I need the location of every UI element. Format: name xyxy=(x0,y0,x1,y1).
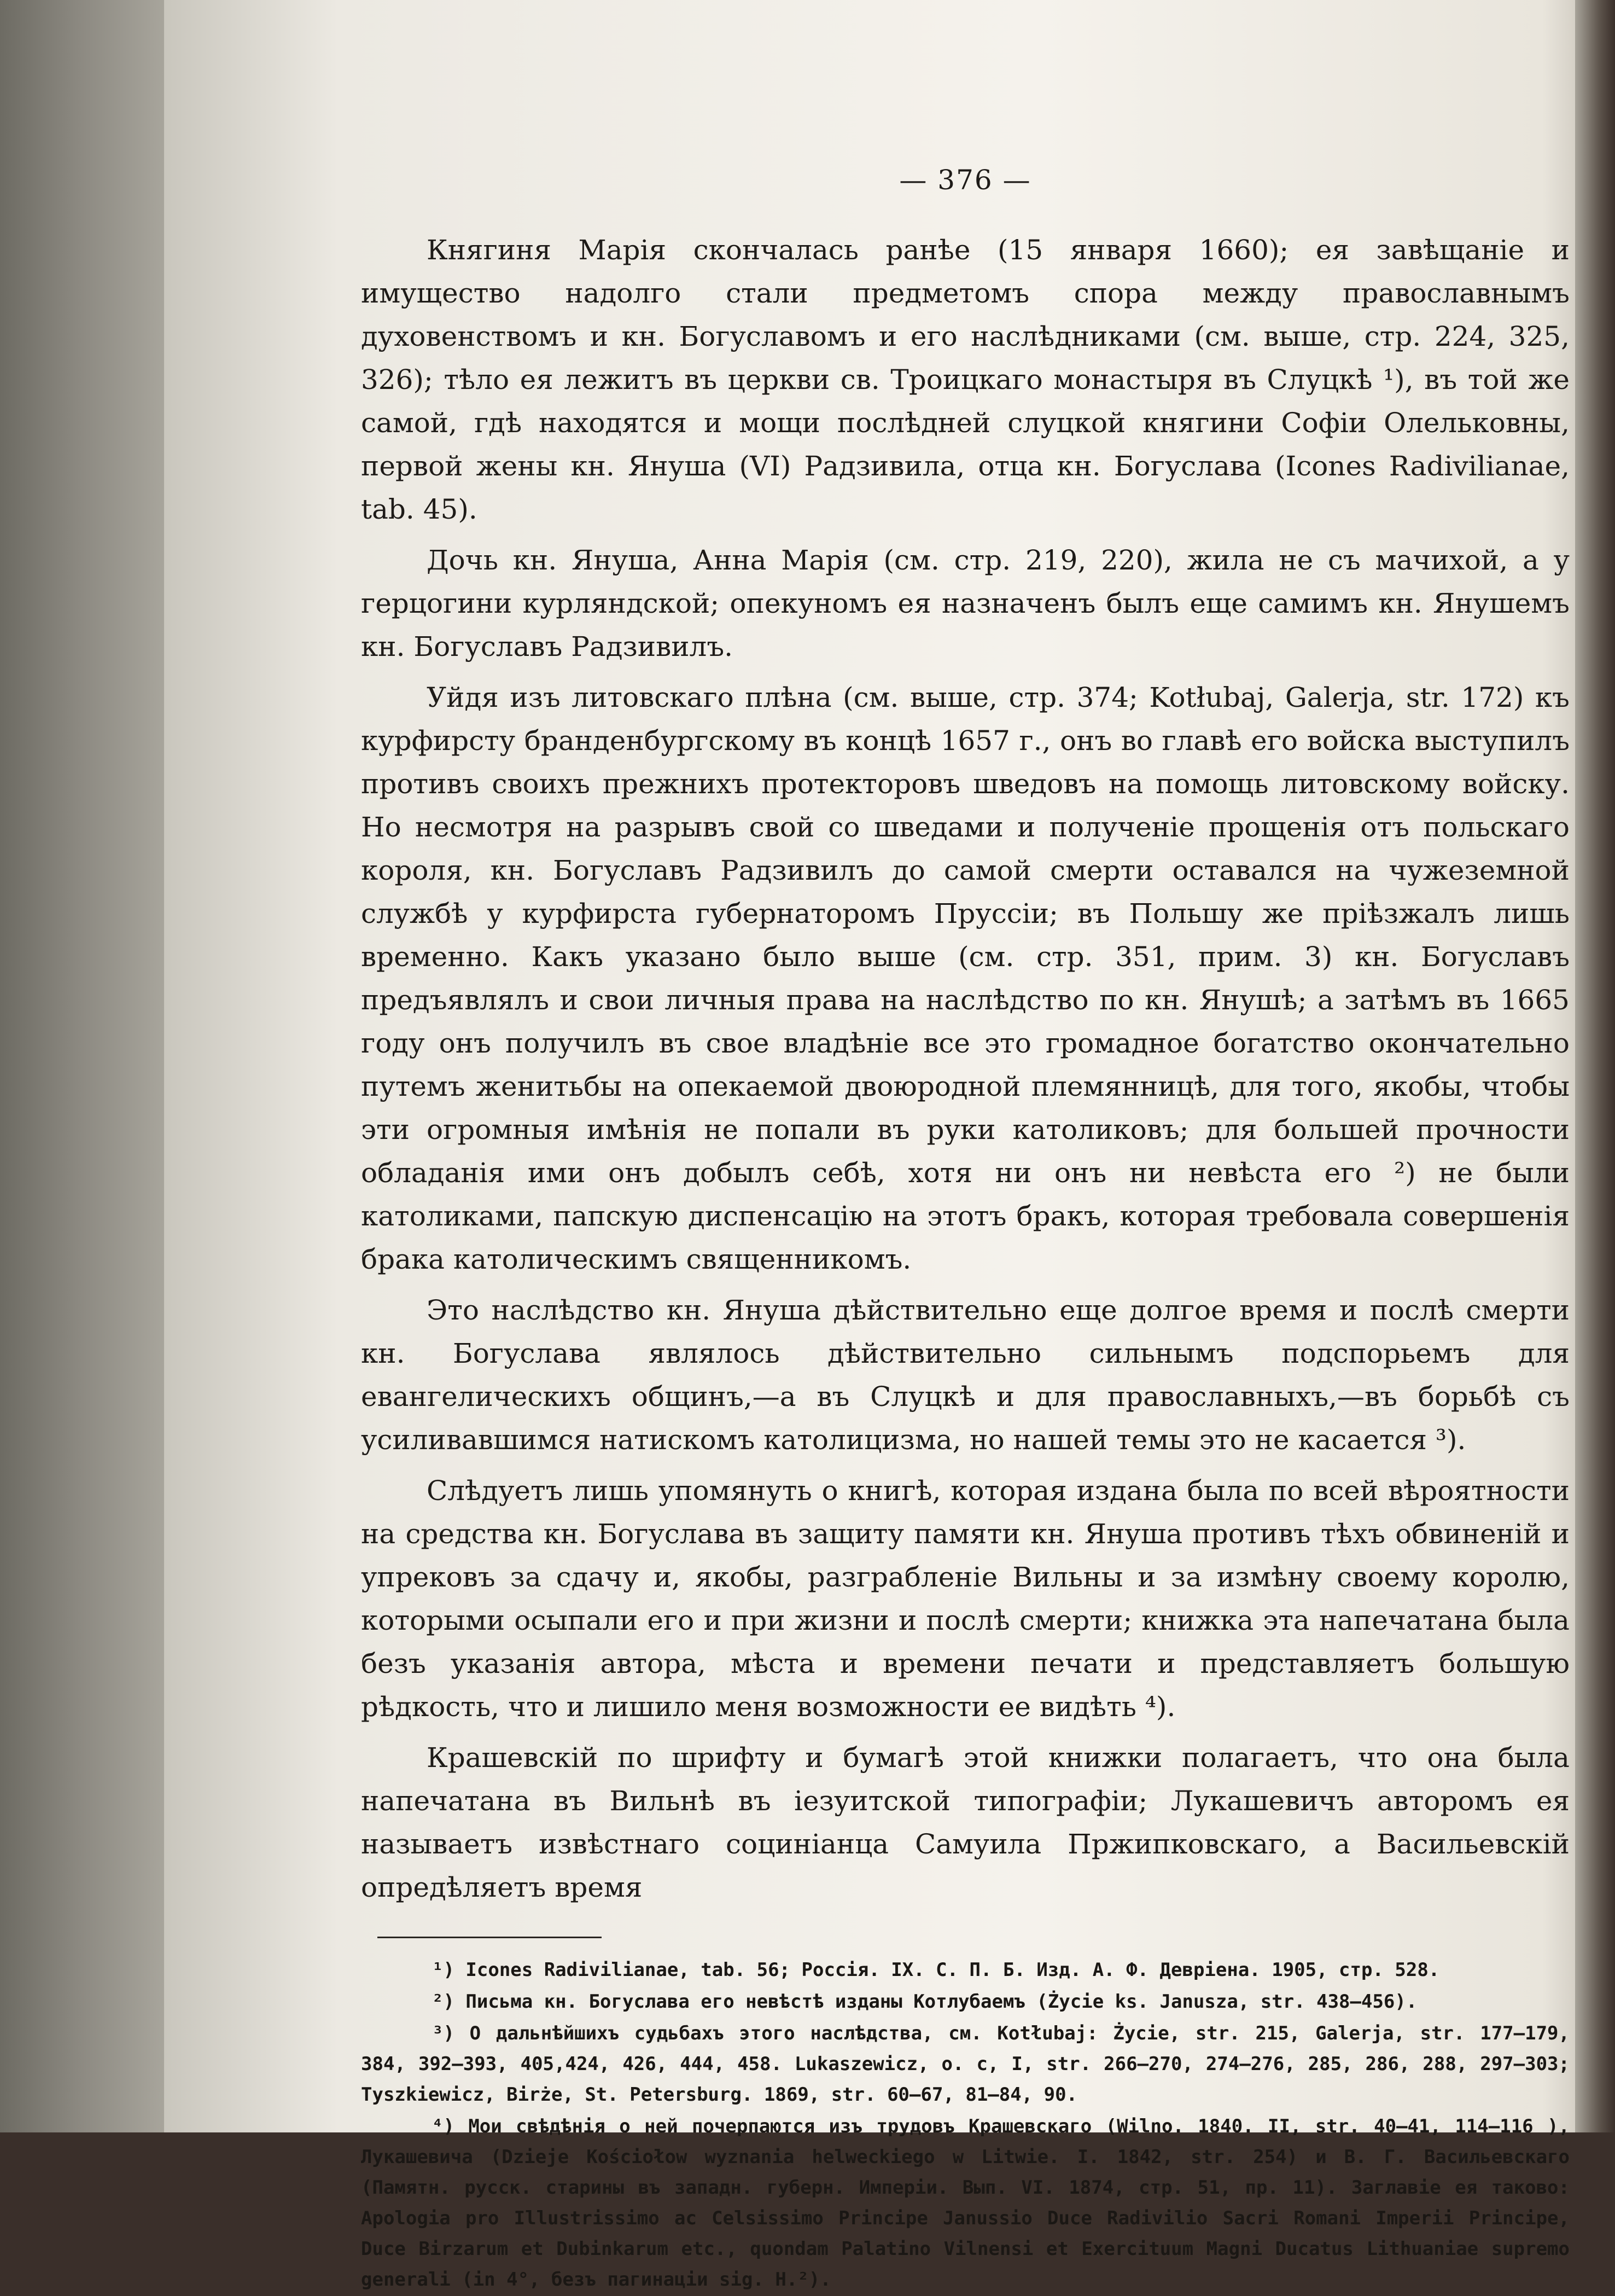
page-right-shadow xyxy=(1575,0,1615,2132)
footnote-1: ¹) Icones Radivilianae, tab. 56; Россія. IX. С. П. Б. Изд. А. Ф. Девріена. 1905, стр. 528. xyxy=(432,1959,1440,1981)
paragraph-2: Дочь кн. Януша, Анна Марія (см. стр. 219, 220), жила не съ мачихой, а у герцогини курляндской; опекуномъ ея назначенъ былъ еще самимъ кн. Янушемъ кн. Богуславъ Радзивилъ. xyxy=(361,544,1570,662)
page-text-block xyxy=(361,164,1570,2296)
paragraph-3: Уйдя изъ литовскаго плѣна (см. выше, стр. 374; Kotłubaj, Galerja, str. 172) къ курфирсту бранденбургскому въ концѣ 1657 г., онъ во главѣ его войска выступилъ противъ своихъ прежнихъ протекторовъ шведовъ на помощь литовскому войску. Но несмотря на разрывъ свой со шведами и полученіе прощенія отъ польскаго короля, кн. Богуславъ Радзивилъ до самой смерти оставался на чужеземной службѣ у курфирста губернаторомъ Пруссіи; въ Польшу же пріѣзжалъ лишь временно. Какъ указано было выше (см. стр. 351, прим. 3) кн. Богуславъ предъявлялъ и свои личныя права на наслѣдство по кн. Янушѣ; а затѣмъ въ 1665 году онъ получилъ въ свое владѣніе все это громадное богатство окончательно путемъ женитьбы на опекаемой двоюродной племянницѣ, для того, якобы, чтобы эти огромныя имѣнія не попали въ руки католиковъ; для большей прочности обладанія ими онъ добылъ себѣ, хотя ни онъ ни невѣста его ²) не были католиками, папскую диспенсацію на этотъ бракъ, которая требовала совершенія брака католическимъ священникомъ. xyxy=(361,682,1570,1275)
footnote-4: ⁴) Мои свѣдѣнія о ней почерпаются изъ трудовъ Крашевскаго (Wilno. 1840. II, str. 40—41, 114—116 ), Лукашевича (Dzieje Kościołow wyznania helweckiego w Litwie. I. 1842, str. 254) и В. Г. Васильевскаго (Памятн. русск. старины въ западн. губерн. Имперіи. Вып. VI. 1874, стр. 51, пр. 11). Заглавіе ея таково: Apologia pro Illustrissimo ac Celsissimo Principe Janussio Duce Radivilio Sacri Romani Imperii Principe, Duce Birzarum et Dubinkarum etc., quondam Palatino Vilnensi et Exercituum Magni Ducatus Lithuaniae supremo generali (in 4°, безъ пагинаціи sig. H.²). xyxy=(361,2115,1570,2291)
paragraph-6: Крашевскій по шрифту и бумагѣ этой книжки полагаетъ, что она была напечатана въ Вильнѣ въ іезуитской типографіи; Лукашевичъ авторомъ ея называетъ извѣстнаго социніанца Самуила Пржипковскаго, а Васильевскій опредѣляетъ время xyxy=(361,1742,1570,1903)
footnote-2: ²) Письма кн. Богуслава его невѣстѣ изданы Котлубаемъ (Życie ks. Janusza, str. 438—456). xyxy=(432,1991,1418,2013)
facing-page-edge xyxy=(0,0,164,2132)
paragraph-4: Это наслѣдство кн. Януша дѣйствительно еще долгое время и послѣ смерти кн. Богуслава являлось дѣйствительно сильнымъ подспорьемъ для евангелическихъ общинъ,—а въ Слуцкѣ и для православныхъ,—въ борьбѣ съ усиливавшимся натискомъ католицизма, но нашей темы это не касается ³). xyxy=(361,1294,1570,1456)
footnote-3: ³) О дальнѣйшихъ судьбахъ этого наслѣдства, см. Kotłubaj: Życie, str. 215, Galerja, str. 177—179, 384, 392—393, 405,424, 426, 444, 458. Lukaszewicz, o. c, I, str. 266—270, 274—276, 285, 286, 288, 297—303; Tyszkiewicz, Birże, St. Petersburg. 1869, str. 60—67, 81—84, 90. xyxy=(361,2022,1570,2106)
page-number: — 376 — xyxy=(899,164,1031,196)
paragraph-1: Княгиня Марія скончалась ранѣе (15 января 1660); ея завѣщаніе и имущество надолго стали предметомъ спора между православнымъ духовенствомъ и кн. Богуславомъ и его наслѣдниками (см. выше, стр. 224, 325, 326); тѣло ея лежитъ въ церкви св. Троицкаго монастыря въ Слуцкѣ ¹), въ той же самой, гдѣ находятся и мощи послѣдней слуцкой княгини Софіи Олельковны, первой жены кн. Януша (VI) Радзивила, отца кн. Богуслава (Icones Radivilianae, tab. 45). xyxy=(361,234,1570,525)
paragraph-5: Слѣдуетъ лишь упомянуть о книгѣ, которая издана была по всей вѣроятности на средства кн. Богуслава въ защиту памяти кн. Януша противъ тѣхъ обвиненій и упрековъ за сдачу и, якобы, разграбленіе Вильны и за измѣну своему королю, которыми осыпали его и при жизни и послѣ смерти; книжка эта напечатана была безъ указанія автора, мѣста и времени печати и представляетъ большую рѣдкость, что и лишило меня возможности ее видѣть ⁴). xyxy=(361,1475,1570,1723)
footnote-divider xyxy=(377,1937,602,1938)
